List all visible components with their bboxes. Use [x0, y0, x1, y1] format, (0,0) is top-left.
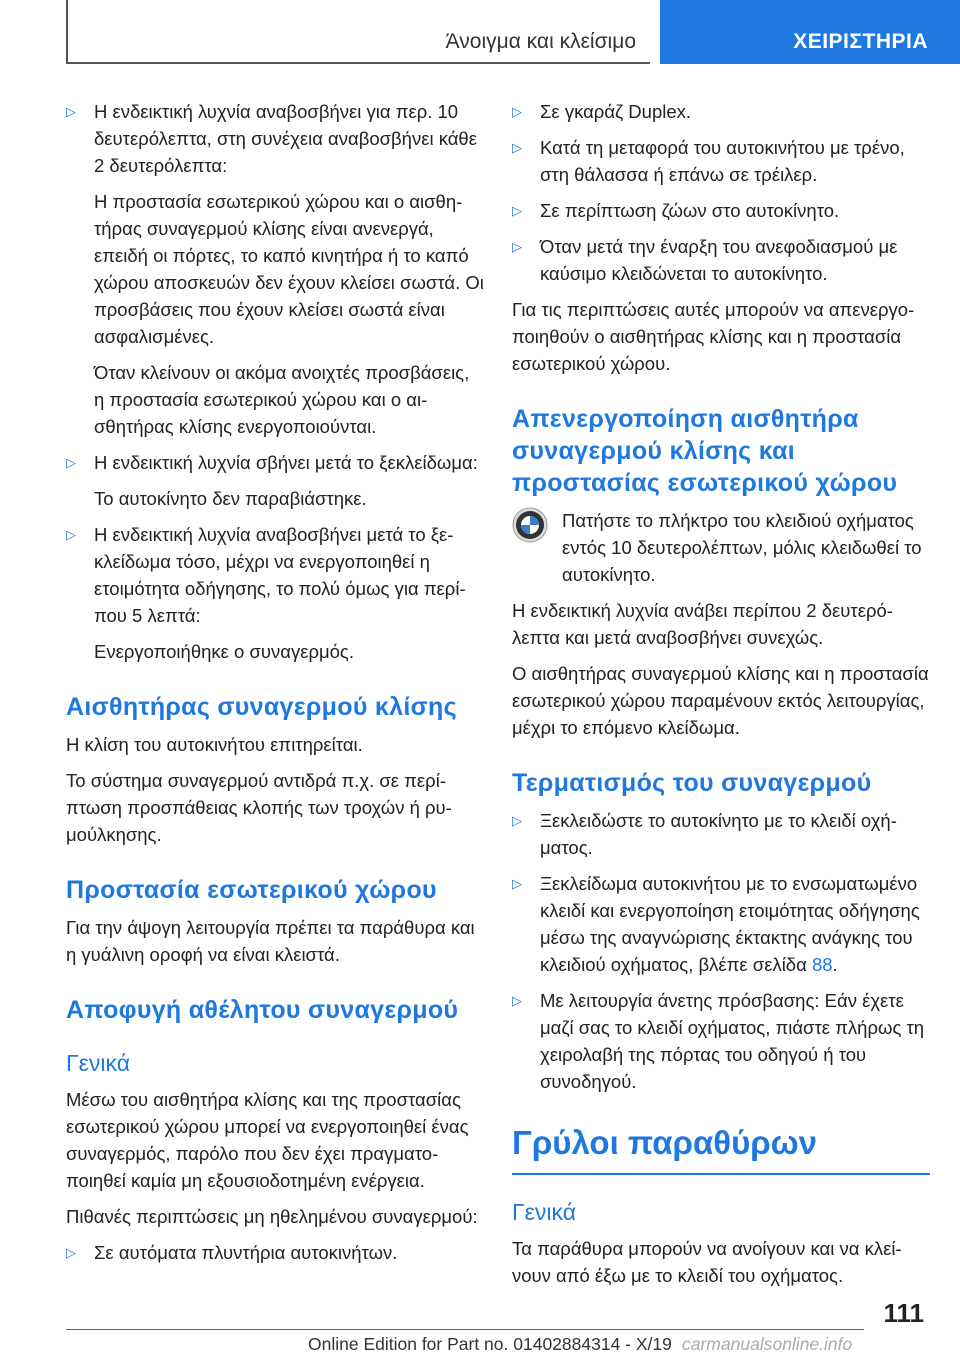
header-chapter-box [66, 0, 650, 64]
paragraph: Η κλίση του αυτοκινήτου επιτηρείται. [66, 734, 363, 755]
heading-end-alarm: Τερματισμός του συναγερμού [512, 769, 872, 797]
subheading-general: Γενικά [512, 1199, 577, 1225]
paragraph: Η ενδεικτική λυχνία αναβοσβήνει για περ. 10 δευτερόλεπτα, στη συνέχεια αναβοσβήνει κάθε 2 δευτερόλεπτα: [94, 101, 477, 176]
page-number: 111 [883, 1298, 924, 1328]
footer-divider [66, 1329, 864, 1330]
section-title: ΧΕΙΡΙΣΤΗΡΙΑ [793, 30, 928, 53]
paragraph: Μέσω του αισθητήρα κλίσης και της προστασίας εσωτερικού χώρου μπορεί να ενεργοποιηθεί ένας συναγερμός, παρόλο που δεν έχει πραγματοποιηθεί καμία μη εξουσιοδοτημένη ενέργεια. [66, 1089, 469, 1191]
list-item [512, 870, 930, 978]
paragraph: Η ενδεικτική λυχνία αναβοσβήνει μετά το ξεκλείδωμα τόσο, μέχρι να ενεργοποιηθεί η ετοιμότητα οδήγησης, το πολύ όμως για περίπου 5 λεπτά: [94, 524, 466, 626]
paragraph: Το αυτοκίνητο δεν παραβιάστηκε. [94, 488, 367, 509]
paragraph: Όταν μετά την έναρξη του ανεφοδιασμού με καύσιμο κλειδώνεται το αυτοκίνητο. [540, 236, 898, 284]
list-item [512, 98, 930, 125]
page-reference-link[interactable]: 88 [811, 954, 833, 975]
paragraph: Ξεκλειδώστε το αυτοκίνητο με το κλειδί οχήματος. [540, 810, 897, 858]
subheading-general: Γενικά [66, 1050, 131, 1076]
paragraph: Τα παράθυρα μπορούν να ανοίγουν και να κλείνουν από έξω με το κλειδί του οχήματος. [512, 1238, 902, 1286]
triangle-bullet-icon: ▷ [66, 455, 76, 470]
list-item [512, 807, 930, 861]
list-item [512, 134, 930, 188]
paragraph: Σε περίπτωση ζώων στο αυτοκίνητο. [540, 200, 840, 221]
paragraph: Η προστασία εσωτερικού χώρου και ο αισθητήρας συναγερμού κλίσης είναι ανενεργά, επειδή οι πόρτες, το καπό κινητήρα ή το καπό χώρου αποσκευών δεν έχουν κλείσει σωστά. Οι προσβάσεις που έχουν κλείσει σωστά είναι ασφαλισμένες. [94, 191, 484, 347]
paragraph: Η ενδεικτική λυχνία ανάβει περίπου 2 δευτερόλεπτα και μετά αναβοσβήνει συνεχώς. [512, 600, 893, 648]
triangle-bullet-icon: ▷ [512, 140, 522, 155]
paragraph: Για τις περιπτώσεις αυτές μπορούν να απενεργοποιηθούν ο αισθητήρας κλίσης και η προστασία εσωτερικού χώρου. [512, 299, 915, 374]
heading-tilt-sensor: Αισθητήρας συναγερμού κλίσης [66, 693, 457, 721]
triangle-bullet-icon: ▷ [512, 104, 522, 119]
paragraph-end: . [832, 954, 838, 975]
list-item [512, 987, 930, 1095]
triangle-bullet-icon: ▷ [66, 104, 76, 119]
key-button-instruction [512, 507, 930, 588]
triangle-bullet-icon: ▷ [66, 527, 76, 542]
list-item [66, 1239, 484, 1266]
heading-window-lifters: Γρύλοι παραθύρων [512, 1121, 930, 1175]
triangle-bullet-icon: ▷ [512, 876, 522, 891]
triangle-bullet-icon: ▷ [512, 203, 522, 218]
triangle-bullet-icon: ▷ [512, 813, 522, 828]
paragraph-text: Ξεκλείδωμα αυτοκινήτου με το ενσωματωμένο κλειδί και ενεργοποίηση ετοιμότητας οδήγησης μέσω της αναγνώρισης έκτακτης ανάγκης του κλειδιού οχήματος, βλέπε σελίδα [540, 873, 920, 975]
paragraph: Σε γκαράζ Duplex. [540, 101, 692, 122]
heading-deactivate: Απενεργοποίηση αισθητήρα συναγερμού κλίσης και προστασίας εσωτερικού χώρου [512, 405, 898, 497]
paragraph: Σε αυτόματα πλυντήρια αυτοκινήτων. [94, 1242, 398, 1263]
paragraph: Πατήστε το πλήκτρο του κλειδιού οχήματος εντός 10 δευτερολέπτων, μόλις κλειδωθεί το αυτοκίνητο. [562, 510, 922, 585]
list-item [66, 98, 484, 440]
right-column [512, 98, 930, 1298]
paragraph: Όταν κλείνουν οι ακόμα ανοιχτές προσβάσεις, η προστασία εσωτερικού χώρου και ο αισθητήρας κλίσης ενεργοποιούνται. [94, 362, 470, 437]
page-header [0, 0, 960, 64]
triangle-bullet-icon: ▷ [512, 993, 522, 1008]
paragraph: Ενεργοποιήθηκε ο συναγερμός. [94, 641, 354, 662]
list-item [512, 233, 930, 287]
triangle-bullet-icon: ▷ [66, 1245, 76, 1260]
paragraph [540, 870, 930, 978]
heading-avoid-false-alarm: Αποφυγή αθέλητου συναγερμού [66, 996, 459, 1024]
paragraph: Η ενδεικτική λυχνία σβήνει μετά το ξεκλείδωμα: [94, 452, 478, 473]
paragraph: Το σύστημα συναγερμού αντιδρά π.χ. σε περίπτωση προσπάθειας κλοπής των τροχών ή ρυμούλκησης. [66, 770, 452, 845]
heading-interior-protection: Προστασία εσωτερικού χώρου [66, 876, 437, 904]
paragraph: Κατά τη μεταφορά του αυτοκινήτου με τρένο, στη θάλασσα ή επάνω σε τρέιλερ. [540, 137, 905, 185]
paragraph: Πιθανές περιπτώσεις μη ηθελημένου συναγερμού: [66, 1206, 478, 1227]
list-item [512, 197, 930, 224]
paragraph: Με λειτουργία άνετης πρόσβασης: Εάν έχετε μαζί σας το κλειδί οχήματος, πιάστε πλήρως τη χειρολαβή της πόρτας του οδηγού ή του συνοδηγού. [540, 990, 925, 1092]
bmw-key-button-icon [512, 507, 548, 543]
watermark: carmanualsonline.info [682, 1334, 853, 1354]
header-section-tab[interactable] [660, 0, 960, 64]
paragraph: Ο αισθητήρας συναγερμού κλίσης και η προστασία εσωτερικού χώρου παραμένουν εκτός λειτουργίας, μέχρι το επόμενο κλείδωμα. [512, 663, 929, 738]
edition-info: Online Edition for Part no. 01402884314 - X/19 [308, 1334, 672, 1354]
paragraph: Για την άψογη λειτουργία πρέπει τα παράθυρα και η γυάλινη οροφή να είναι κλειστά. [66, 917, 475, 965]
list-item [66, 521, 484, 665]
chapter-title: Άνοιγμα και κλείσιμο [445, 30, 636, 53]
triangle-bullet-icon: ▷ [512, 239, 522, 254]
left-column [66, 98, 484, 1275]
list-item [66, 449, 484, 512]
